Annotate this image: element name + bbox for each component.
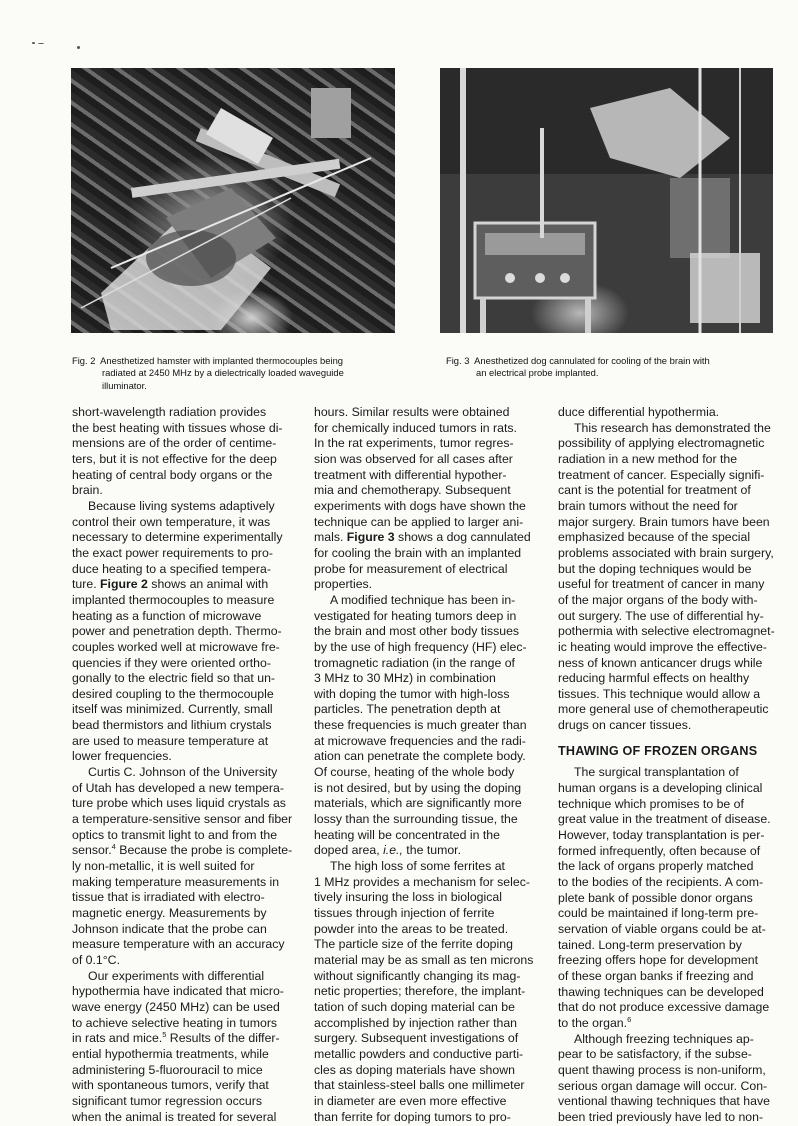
text-line: couples worked well at microwave fre-: [72, 639, 280, 654]
text-line: to the bodies of the recipients. A com-: [558, 875, 764, 890]
text-line: for chemically induced tumors in rats.: [314, 420, 517, 435]
figure-2-caption: [72, 355, 402, 392]
text-line: been tried previously have led to non-: [558, 1109, 764, 1124]
text-line: tissue that is irradiated with electro-: [72, 890, 265, 905]
text-line: bead thermistors and lithium crystals: [72, 718, 272, 733]
text-line: heating will be concentrated in the: [314, 827, 500, 842]
text-line: reducing harmful effects on healthy: [558, 671, 750, 686]
text-line: administering 5-fluorouracil to mice: [72, 1062, 263, 1077]
text-line: The surgical transplantation of: [574, 765, 739, 780]
text-line: ential hypothermia treatments, while: [72, 1046, 269, 1061]
text-line: of these organ banks if freezing and: [558, 968, 754, 983]
text-line: experiments with dogs have shown the: [314, 498, 526, 513]
text-line: these frequencies is much greater than: [314, 718, 527, 733]
text-line: heating of central body organs or the: [72, 467, 273, 482]
text-line: when the animal is treated for several: [72, 1109, 277, 1124]
text-line: magnetic energy. Measurements by: [72, 906, 267, 920]
text-line: could be maintained if long-term pre-: [558, 906, 759, 921]
text-line: great value in the treatment of disease.: [558, 812, 771, 827]
text-line: optics to transmit light to and from the: [72, 827, 278, 842]
text-line: human organs is a developing clinical: [558, 781, 763, 796]
caption-line: Anesthetized dog cannulated for cooling of the brain with: [474, 355, 710, 366]
text-line: serious organ damage will occur. Con-: [558, 1078, 768, 1093]
text-line: is not desired, but by using the doping: [314, 780, 522, 795]
text-line: making temperature measurements in: [72, 874, 280, 889]
text-line: The particle size of the ferrite doping: [314, 937, 513, 952]
text-line: that do not produce excessive damage: [558, 1000, 770, 1015]
text-line: of the major organs of the body with-: [558, 592, 758, 607]
text-line: hypothermia have indicated that micro-: [72, 984, 284, 999]
text-line: implanted thermocouples to measure: [72, 592, 275, 607]
text-line: that stainless-steel balls one millimeter: [314, 1078, 525, 1093]
text-line: significant tumor regression occurs: [72, 1093, 262, 1108]
scan-speck: [77, 46, 80, 49]
dog-lab-equipment-illustration: [440, 68, 773, 333]
figure-3-photo: [440, 68, 773, 333]
text-line: 3 MHz to 30 MHz) in combination: [314, 671, 496, 686]
text-line: desired coupling to the thermocouple: [72, 686, 274, 701]
figure-2-photo: [71, 68, 395, 333]
text-line: probe for measurement of electrical: [314, 561, 508, 576]
text-line: ture. Figure 2 shows an animal with: [72, 577, 269, 592]
text-line: cant is the potential for treatment of: [558, 483, 751, 498]
text-line: tromagnetic radiation (in the range of: [314, 655, 515, 670]
text-line: surgery. Subsequent investigations of: [314, 1031, 519, 1046]
text-line: the lack of organs properly matched: [558, 859, 754, 874]
text-line: to the organ.$^6$: [558, 1014, 632, 1030]
text-line: a temperature-sensitive sensor and fiber: [72, 812, 293, 827]
text-line: ly non-metallic, it is well suited for: [72, 859, 255, 874]
text-line: material may be as small as ten microns: [314, 952, 534, 967]
text-line: than ferrite for doping tumors to pro-: [314, 1109, 511, 1124]
caption-line: Anesthetized hamster with implanted thermocouples being: [100, 355, 343, 366]
text-line: tively insuring the loss in biological: [314, 890, 502, 905]
text-line: accomplished by injection rather than: [314, 1015, 518, 1030]
text-line: lossy than the surrounding tissue, the: [314, 812, 518, 827]
text-line: without significantly changing its mag-: [314, 968, 521, 983]
text-line: necessary to determine experimentally: [72, 530, 283, 545]
text-line: ation can penetrate the complete body.: [314, 749, 526, 764]
text-line: plete bank of possible donor organs: [558, 890, 753, 905]
text-line: technique can be applied to larger ani-: [314, 514, 524, 529]
caption-line: radiated at 2450 MHz by a dielectrically loaded waveguide: [102, 367, 344, 379]
text-line: ness of known anticancer drugs while: [558, 655, 763, 670]
text-line: Our experiments with differential: [88, 968, 265, 983]
text-line: wave energy (2450 MHz) can be used: [72, 999, 280, 1014]
hamster-apparatus-illustration: [71, 68, 395, 333]
text-line: treatment of cancer. Especially signifi-: [558, 467, 765, 482]
text-line: A modified technique has been in-: [330, 592, 516, 607]
text-line: to achieve selective heating in tumors: [72, 1015, 278, 1030]
text-line: servation of viable organs could be at-: [558, 922, 766, 936]
text-line: tation of such doping material can be: [314, 999, 515, 1014]
figure-3-caption: [446, 355, 776, 380]
text-line: treatment with differential hypother-: [314, 467, 507, 482]
text-line: problems associated with brain surgery,: [558, 545, 774, 560]
text-line: at microwave frequencies and the radi-: [314, 733, 526, 748]
text-line: brain.: [72, 483, 103, 498]
figure-label: Fig. 2: [72, 355, 96, 366]
text-line: emphasized because of the special: [558, 530, 751, 545]
text-line: ic heating would improve the effective-: [558, 639, 767, 654]
text-line: duce differential hypothermia.: [558, 405, 720, 419]
text-line: the exact power requirements to pro-: [72, 545, 273, 560]
text-line: by the use of high frequency (HF) elec-: [314, 639, 527, 654]
text-line: technique which promises to be of: [558, 796, 744, 811]
text-line: 1 MHz provides a mechanism for selec-: [314, 874, 530, 889]
text-line: doped area, i.e., the tumor.: [314, 843, 461, 858]
text-line: ters, but it is not effective for the deep: [72, 451, 277, 466]
text-line: in rats and mice.$^5$ Results of the differ-: [72, 1030, 280, 1046]
text-line: are used to measure temperature at: [72, 733, 269, 748]
text-column-2: [314, 405, 550, 1125]
text-line: of 0.1°C.: [72, 952, 120, 967]
text-line: measure temperature with an accuracy: [72, 937, 285, 952]
text-line: pear to be satisfactory, if the subse-: [558, 1047, 752, 1062]
text-line: formed infrequently, often because of: [558, 843, 761, 858]
text-line: useful for treatment of cancer in many: [558, 577, 765, 592]
text-line: thawing techniques can be developed: [558, 984, 764, 999]
text-line: However, today transplantation is per-: [558, 828, 765, 843]
caption-line: an electrical probe implanted.: [476, 367, 599, 379]
text-line: gonally to the electric field so that un-: [72, 671, 276, 686]
text-line: itself was minimized. Currently, small: [72, 702, 273, 717]
text-line: the best heating with tissues whose di-: [72, 420, 283, 435]
text-line: ventional thawing techniques that have: [558, 1094, 770, 1109]
text-line: In the rat experiments, tumor regres-: [314, 436, 514, 451]
text-line: tissues. This technique would allow a: [558, 686, 761, 701]
text-line: but the doping techniques would be: [558, 561, 752, 576]
text-line: materials, which are significantly more: [314, 796, 522, 811]
figure-label: Fig. 3: [446, 355, 470, 366]
text-line: mals. Figure 3 shows a dog cannulated: [314, 530, 531, 545]
text-line: cles as doping materials have shown: [314, 1062, 515, 1077]
text-line: control their own temperature, it was: [72, 514, 271, 529]
text-line: with doping the tumor with high-loss: [314, 686, 510, 701]
text-line: the brain and most other body tissues: [314, 624, 520, 639]
text-line: Curtis C. Johnson of the University: [88, 765, 278, 780]
text-line: This research has demonstrated the: [574, 420, 771, 435]
text-line: of Utah has developed a new tempera-: [72, 780, 284, 795]
text-line: short-wavelength radiation provides: [72, 405, 267, 419]
text-line: pothermia with selective electromagnet-: [558, 624, 775, 639]
text-line: quent thawing process is non-uniform,: [558, 1062, 766, 1077]
text-line: Of course, heating of the whole body: [314, 765, 515, 780]
text-line: with spontaneous tumors, verify that: [72, 1078, 269, 1093]
text-line: Johnson indicate that the probe can: [72, 921, 267, 936]
paragraphs-thawing: [558, 765, 794, 1125]
text-line: brain tumors without the need for: [558, 498, 738, 513]
text-line: radiation in a new method for the: [558, 451, 738, 466]
text-line: hours. Similar results were obtained: [314, 405, 510, 419]
text-line: tained. Long-term preservation by: [558, 937, 742, 952]
text-line: quencies if they were oriented ortho-: [72, 655, 271, 670]
text-line: more general use of chemotherapeutic: [558, 702, 769, 717]
text-line: duce heating to a specified tempera-: [72, 561, 271, 576]
text-column-3: [558, 405, 794, 1126]
text-line: tissues through injection of ferrite: [314, 906, 495, 920]
text-line: mia and chemotherapy. Subsequent: [314, 483, 511, 498]
text-line: metallic powders and conductive parti-: [314, 1046, 524, 1061]
text-line: particles. The penetration depth at: [314, 702, 501, 717]
text-line: heating as a function of microwave: [72, 608, 262, 623]
text-line: freezing offers hope for development: [558, 953, 759, 968]
text-line: drugs on cancer tissues.: [558, 718, 692, 733]
scan-speck: [38, 43, 44, 44]
text-line: mensions are of the order of centime-: [72, 436, 277, 451]
scan-speck: [32, 42, 35, 44]
text-line: sion was observed for all cases after: [314, 451, 513, 466]
text-line: powder into the areas to be treated.: [314, 921, 509, 936]
text-line: in diameter are even more effective: [314, 1093, 507, 1108]
text-line: out surgery. The use of differential hy-: [558, 608, 764, 623]
text-line: Because living systems adaptively: [88, 498, 275, 513]
text-line: netic properties; therefore, the implant-: [314, 984, 526, 999]
text-line: properties.: [314, 577, 373, 592]
text-line: vestigated for heating tumors deep in: [314, 608, 517, 623]
text-line: Although freezing techniques ap-: [574, 1031, 754, 1046]
section-heading: THAWING OF FROZEN ORGANS: [558, 743, 758, 758]
text-line: ture probe which uses liquid crystals as: [72, 796, 286, 811]
text-line: sensor.$^4$ Because the probe is complete-: [72, 842, 293, 858]
text-line: for cooling the brain with an implanted: [314, 545, 522, 560]
text-column-1: [72, 405, 308, 1125]
caption-line: illuminator.: [102, 379, 147, 391]
text-line: power and penetration depth. Thermo-: [72, 624, 282, 639]
text-line: The high loss of some ferrites at: [330, 859, 505, 874]
text-line: lower frequencies.: [72, 749, 172, 764]
paragraphs-conclusion: [558, 405, 794, 734]
text-line: major surgery. Brain tumors have been: [558, 514, 770, 529]
text-line: possibility of applying electromagnetic: [558, 436, 765, 451]
